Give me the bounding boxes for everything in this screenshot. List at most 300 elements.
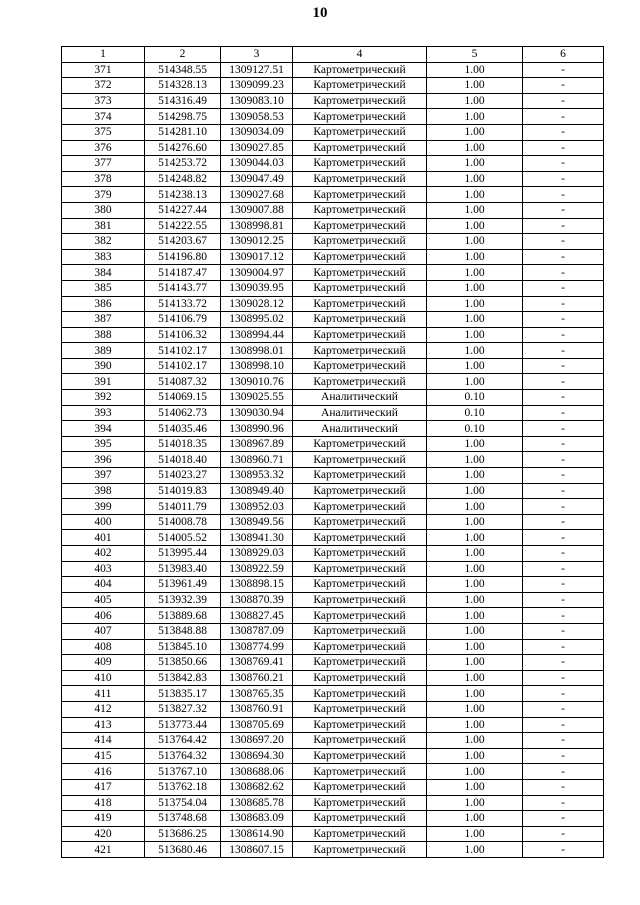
accuracy-cell: 1.00 [427,779,523,795]
x-coordinate-cell: 513889.68 [145,608,221,624]
y-coordinate-cell: 1308683.09 [221,811,293,827]
y-coordinate-cell: 1309012.25 [221,234,293,250]
y-coordinate-cell: 1309010.76 [221,374,293,390]
note-cell: - [523,358,604,374]
method-cell: Картометрический [293,764,427,780]
x-coordinate-cell: 514018.40 [145,452,221,468]
accuracy-cell: 1.00 [427,717,523,733]
note-cell: - [523,670,604,686]
table-row [62,468,604,484]
coordinates-table [61,46,604,858]
table-row [62,156,604,172]
table-row [62,561,604,577]
method-cell: Картометрический [293,218,427,234]
point-number-cell: 415 [62,748,145,764]
y-coordinate-cell: 1308870.39 [221,592,293,608]
table-row [62,452,604,468]
method-cell: Картометрический [293,187,427,203]
point-number-cell: 407 [62,623,145,639]
method-cell: Картометрический [293,530,427,546]
y-coordinate-cell: 1308949.56 [221,514,293,530]
point-number-cell: 381 [62,218,145,234]
x-coordinate-cell: 514143.77 [145,280,221,296]
method-cell: Картометрический [293,483,427,499]
method-cell: Картометрический [293,577,427,593]
method-cell: Картометрический [293,779,427,795]
accuracy-cell: 1.00 [427,202,523,218]
note-cell: - [523,187,604,203]
table-row [62,764,604,780]
accuracy-cell: 0.10 [427,405,523,421]
x-coordinate-cell: 513767.10 [145,764,221,780]
accuracy-cell: 1.00 [427,608,523,624]
y-coordinate-cell: 1308827.45 [221,608,293,624]
table-row [62,717,604,733]
y-coordinate-cell: 1308765.35 [221,686,293,702]
accuracy-cell: 1.00 [427,655,523,671]
x-coordinate-cell: 513848.88 [145,623,221,639]
point-number-cell: 400 [62,514,145,530]
table-row [62,748,604,764]
accuracy-cell: 1.00 [427,623,523,639]
x-coordinate-cell: 514276.60 [145,140,221,156]
table-row [62,202,604,218]
accuracy-cell: 1.00 [427,670,523,686]
note-cell: - [523,733,604,749]
y-coordinate-cell: 1308952.03 [221,499,293,515]
x-coordinate-cell: 514019.83 [145,483,221,499]
point-number-cell: 409 [62,655,145,671]
accuracy-cell: 1.00 [427,811,523,827]
point-number-cell: 376 [62,140,145,156]
table-row [62,826,604,842]
table-row [62,327,604,343]
note-cell: - [523,62,604,78]
point-number-cell: 403 [62,561,145,577]
accuracy-cell: 1.00 [427,842,523,858]
x-coordinate-cell: 514069.15 [145,390,221,406]
accuracy-cell: 1.00 [427,140,523,156]
accuracy-cell: 1.00 [427,748,523,764]
table-row [62,779,604,795]
accuracy-cell: 1.00 [427,577,523,593]
note-cell: - [523,748,604,764]
point-number-cell: 420 [62,826,145,842]
column-header: 4 [293,47,427,63]
x-coordinate-cell: 514018.35 [145,436,221,452]
point-number-cell: 398 [62,483,145,499]
note-cell: - [523,343,604,359]
table-row [62,623,604,639]
note-cell: - [523,156,604,172]
note-cell: - [523,483,604,499]
point-number-cell: 397 [62,468,145,484]
x-coordinate-cell: 514133.72 [145,296,221,312]
method-cell: Картометрический [293,608,427,624]
accuracy-cell: 1.00 [427,171,523,187]
x-coordinate-cell: 514328.13 [145,78,221,94]
x-coordinate-cell: 514298.75 [145,109,221,125]
y-coordinate-cell: 1308995.02 [221,312,293,328]
point-number-cell: 419 [62,811,145,827]
table-row [62,124,604,140]
table-row [62,530,604,546]
note-cell: - [523,124,604,140]
table-row [62,296,604,312]
accuracy-cell: 1.00 [427,436,523,452]
point-number-cell: 389 [62,343,145,359]
point-number-cell: 417 [62,779,145,795]
table-row [62,171,604,187]
method-cell: Картометрический [293,670,427,686]
y-coordinate-cell: 1308607.15 [221,842,293,858]
point-number-cell: 405 [62,592,145,608]
point-number-cell: 386 [62,296,145,312]
note-cell: - [523,78,604,94]
x-coordinate-cell: 513850.66 [145,655,221,671]
table-row [62,62,604,78]
column-header: 3 [221,47,293,63]
y-coordinate-cell: 1308705.69 [221,717,293,733]
method-cell: Картометрический [293,826,427,842]
accuracy-cell: 1.00 [427,686,523,702]
point-number-cell: 374 [62,109,145,125]
note-cell: - [523,592,604,608]
y-coordinate-cell: 1308960.71 [221,452,293,468]
x-coordinate-cell: 513754.04 [145,795,221,811]
x-coordinate-cell: 514203.67 [145,234,221,250]
table-row [62,93,604,109]
x-coordinate-cell: 513680.46 [145,842,221,858]
accuracy-cell: 1.00 [427,701,523,717]
x-coordinate-cell: 514023.27 [145,468,221,484]
accuracy-cell: 1.00 [427,546,523,562]
y-coordinate-cell: 1308967.89 [221,436,293,452]
note-cell: - [523,249,604,265]
method-cell: Картометрический [293,296,427,312]
method-cell: Картометрический [293,623,427,639]
y-coordinate-cell: 1308929.03 [221,546,293,562]
y-coordinate-cell: 1308953.32 [221,468,293,484]
table-row [62,187,604,203]
method-cell: Картометрический [293,592,427,608]
accuracy-cell: 1.00 [427,514,523,530]
point-number-cell: 385 [62,280,145,296]
accuracy-cell: 1.00 [427,452,523,468]
y-coordinate-cell: 1309039.95 [221,280,293,296]
accuracy-cell: 1.00 [427,62,523,78]
accuracy-cell: 1.00 [427,124,523,140]
point-number-cell: 406 [62,608,145,624]
note-cell: - [523,561,604,577]
method-cell: Картометрический [293,202,427,218]
x-coordinate-cell: 513748.68 [145,811,221,827]
note-cell: - [523,280,604,296]
accuracy-cell: 0.10 [427,390,523,406]
accuracy-cell: 1.00 [427,358,523,374]
table-row [62,280,604,296]
method-cell: Аналитический [293,405,427,421]
method-cell: Картометрический [293,156,427,172]
table-row [62,842,604,858]
method-cell: Картометрический [293,748,427,764]
point-number-cell: 411 [62,686,145,702]
table-row [62,358,604,374]
point-number-cell: 388 [62,327,145,343]
y-coordinate-cell: 1308697.20 [221,733,293,749]
x-coordinate-cell: 514316.49 [145,93,221,109]
accuracy-cell: 1.00 [427,327,523,343]
table-row [62,499,604,515]
note-cell: - [523,312,604,328]
accuracy-cell: 1.00 [427,561,523,577]
table-row [62,592,604,608]
table-row [62,686,604,702]
accuracy-cell: 1.00 [427,374,523,390]
table-row [62,218,604,234]
point-number-cell: 402 [62,546,145,562]
table-row [62,655,604,671]
x-coordinate-cell: 513686.25 [145,826,221,842]
method-cell: Картометрический [293,639,427,655]
method-cell: Картометрический [293,436,427,452]
note-cell: - [523,686,604,702]
y-coordinate-cell: 1309058.53 [221,109,293,125]
table-row [62,312,604,328]
y-coordinate-cell: 1308994.44 [221,327,293,343]
method-cell: Картометрический [293,452,427,468]
accuracy-cell: 1.00 [427,78,523,94]
note-cell: - [523,218,604,234]
method-cell: Картометрический [293,312,427,328]
method-cell: Картометрический [293,249,427,265]
note-cell: - [523,779,604,795]
accuracy-cell: 1.00 [427,795,523,811]
note-cell: - [523,202,604,218]
method-cell: Картометрический [293,499,427,515]
y-coordinate-cell: 1309044.03 [221,156,293,172]
method-cell: Картометрический [293,234,427,250]
y-coordinate-cell: 1308787.09 [221,623,293,639]
y-coordinate-cell: 1309047.49 [221,171,293,187]
point-number-cell: 408 [62,639,145,655]
accuracy-cell: 1.00 [427,639,523,655]
method-cell: Картометрический [293,78,427,94]
x-coordinate-cell: 514087.32 [145,374,221,390]
column-header: 1 [62,47,145,63]
x-coordinate-cell: 514281.10 [145,124,221,140]
accuracy-cell: 1.00 [427,280,523,296]
note-cell: - [523,296,604,312]
page-number: 10 [312,5,328,21]
x-coordinate-cell: 514348.55 [145,62,221,78]
method-cell: Картометрический [293,717,427,733]
x-coordinate-cell: 514011.79 [145,499,221,515]
x-coordinate-cell: 514187.47 [145,265,221,281]
note-cell: - [523,436,604,452]
point-number-cell: 401 [62,530,145,546]
note-cell: - [523,842,604,858]
point-number-cell: 414 [62,733,145,749]
method-cell: Картометрический [293,265,427,281]
method-cell: Картометрический [293,358,427,374]
table-row [62,78,604,94]
y-coordinate-cell: 1309083.10 [221,93,293,109]
y-coordinate-cell: 1309007.88 [221,202,293,218]
x-coordinate-cell: 513835.17 [145,686,221,702]
note-cell: - [523,265,604,281]
point-number-cell: 412 [62,701,145,717]
note-cell: - [523,530,604,546]
point-number-cell: 377 [62,156,145,172]
point-number-cell: 383 [62,249,145,265]
y-coordinate-cell: 1309028.12 [221,296,293,312]
y-coordinate-cell: 1308694.30 [221,748,293,764]
note-cell: - [523,546,604,562]
note-cell: - [523,577,604,593]
note-cell: - [523,390,604,406]
x-coordinate-cell: 514062.73 [145,405,221,421]
note-cell: - [523,374,604,390]
table-body [62,62,604,857]
note-cell: - [523,639,604,655]
point-number-cell: 372 [62,78,145,94]
table-row [62,436,604,452]
accuracy-cell: 1.00 [427,312,523,328]
column-header: 5 [427,47,523,63]
note-cell: - [523,327,604,343]
point-number-cell: 410 [62,670,145,686]
accuracy-cell: 1.00 [427,249,523,265]
accuracy-cell: 1.00 [427,93,523,109]
y-coordinate-cell: 1308922.59 [221,561,293,577]
x-coordinate-cell: 513827.32 [145,701,221,717]
accuracy-cell: 1.00 [427,234,523,250]
y-coordinate-cell: 1308990.96 [221,421,293,437]
method-cell: Аналитический [293,390,427,406]
table-header [62,47,604,63]
x-coordinate-cell: 513995.44 [145,546,221,562]
accuracy-cell: 1.00 [427,733,523,749]
note-cell: - [523,811,604,827]
x-coordinate-cell: 513845.10 [145,639,221,655]
accuracy-cell: 1.00 [427,265,523,281]
note-cell: - [523,826,604,842]
method-cell: Картометрический [293,343,427,359]
point-number-cell: 395 [62,436,145,452]
x-coordinate-cell: 514106.79 [145,312,221,328]
method-cell: Картометрический [293,109,427,125]
x-coordinate-cell: 514227.44 [145,202,221,218]
method-cell: Картометрический [293,93,427,109]
y-coordinate-cell: 1308774.99 [221,639,293,655]
point-number-cell: 387 [62,312,145,328]
point-number-cell: 380 [62,202,145,218]
x-coordinate-cell: 514005.52 [145,530,221,546]
table-row [62,234,604,250]
point-number-cell: 382 [62,234,145,250]
y-coordinate-cell: 1308998.10 [221,358,293,374]
note-cell: - [523,717,604,733]
note-cell: - [523,764,604,780]
point-number-cell: 391 [62,374,145,390]
x-coordinate-cell: 513961.49 [145,577,221,593]
note-cell: - [523,468,604,484]
y-coordinate-cell: 1308682.62 [221,779,293,795]
note-cell: - [523,109,604,125]
note-cell: - [523,499,604,515]
accuracy-cell: 1.00 [427,592,523,608]
point-number-cell: 393 [62,405,145,421]
x-coordinate-cell: 514248.82 [145,171,221,187]
x-coordinate-cell: 513764.42 [145,733,221,749]
table-row [62,577,604,593]
column-header: 6 [523,47,604,63]
point-number-cell: 373 [62,93,145,109]
accuracy-cell: 1.00 [427,826,523,842]
method-cell: Картометрический [293,842,427,858]
method-cell: Картометрический [293,171,427,187]
point-number-cell: 399 [62,499,145,515]
method-cell: Картометрический [293,811,427,827]
x-coordinate-cell: 513842.83 [145,670,221,686]
table-row [62,483,604,499]
method-cell: Картометрический [293,701,427,717]
note-cell: - [523,452,604,468]
point-number-cell: 416 [62,764,145,780]
note-cell: - [523,171,604,187]
point-number-cell: 378 [62,171,145,187]
table-row [62,546,604,562]
y-coordinate-cell: 1308898.15 [221,577,293,593]
x-coordinate-cell: 513983.40 [145,561,221,577]
accuracy-cell: 1.00 [427,499,523,515]
y-coordinate-cell: 1309034.09 [221,124,293,140]
x-coordinate-cell: 514102.17 [145,358,221,374]
y-coordinate-cell: 1309004.97 [221,265,293,281]
point-number-cell: 379 [62,187,145,203]
point-number-cell: 371 [62,62,145,78]
method-cell: Картометрический [293,280,427,296]
table-row [62,639,604,655]
x-coordinate-cell: 514253.72 [145,156,221,172]
x-coordinate-cell: 514196.80 [145,249,221,265]
note-cell: - [523,701,604,717]
method-cell: Картометрический [293,655,427,671]
point-number-cell: 394 [62,421,145,437]
method-cell: Картометрический [293,514,427,530]
note-cell: - [523,623,604,639]
point-number-cell: 396 [62,452,145,468]
y-coordinate-cell: 1308769.41 [221,655,293,671]
x-coordinate-cell: 513773.44 [145,717,221,733]
table-row [62,405,604,421]
table-row [62,795,604,811]
note-cell: - [523,140,604,156]
table-row [62,249,604,265]
point-number-cell: 384 [62,265,145,281]
y-coordinate-cell: 1308998.01 [221,343,293,359]
method-cell: Картометрический [293,733,427,749]
accuracy-cell: 1.00 [427,483,523,499]
table-row [62,109,604,125]
method-cell: Картометрический [293,468,427,484]
accuracy-cell: 1.00 [427,218,523,234]
method-cell: Картометрический [293,561,427,577]
note-cell: - [523,421,604,437]
x-coordinate-cell: 514222.55 [145,218,221,234]
point-number-cell: 413 [62,717,145,733]
